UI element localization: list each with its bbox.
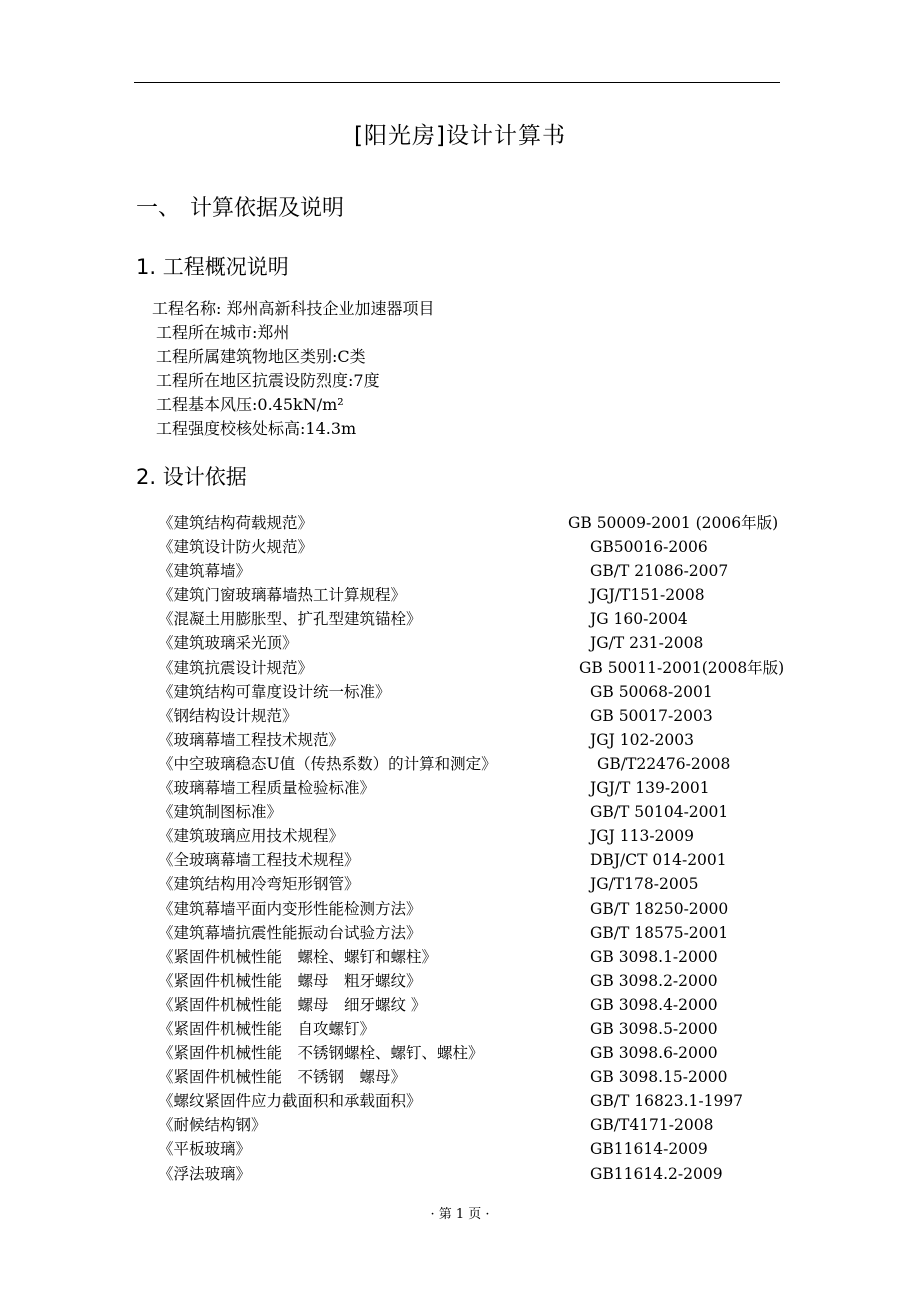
- standard-row: [0, 728, 920, 752]
- standard-row: [0, 752, 920, 776]
- standard-name: 《建筑结构荷载规范》: [158, 514, 314, 532]
- standard-name: 《紧固件机械性能 螺母 细牙螺纹 》: [158, 995, 427, 1014]
- standard-row: [0, 656, 920, 680]
- standard-name: 《耐候结构钢》: [158, 1116, 267, 1135]
- standard-code: GB/T 16823.1-1997: [590, 1092, 744, 1111]
- overview-line-seismic: 工程所在地区抗震设防烈度:7度: [156, 371, 380, 390]
- standard-row: [0, 921, 920, 945]
- standard-name: 《建筑制图标准》: [158, 803, 283, 822]
- standard-name: 《平板玻璃》: [158, 1140, 252, 1159]
- standard-code: GB 3098.2-2000: [590, 971, 718, 990]
- design-standards-list: [0, 511, 920, 1186]
- standard-name: 《建筑玻璃应用技术规程》: [158, 827, 345, 846]
- standard-row: [0, 945, 920, 969]
- standard-name: 《混凝土用膨胀型、扩孔型建筑锚栓》: [158, 610, 422, 629]
- standard-row: [0, 848, 920, 872]
- overview-line-area-class: 工程所属建筑物地区类别:C类: [156, 347, 366, 366]
- standard-code: GB/T4171-2008: [590, 1116, 714, 1135]
- standard-code: GB/T 18250-2000: [590, 899, 729, 918]
- standard-name: 《建筑门窗玻璃幕墙热工计算规程》: [158, 586, 407, 605]
- standard-name: 《中空玻璃稳态U值（传热系数）的计算和测定》: [158, 754, 497, 773]
- standard-name: 《全玻璃幕墙工程技术规程》: [158, 851, 360, 870]
- standard-code: JG 160-2004: [590, 610, 688, 629]
- standard-name: 《玻璃幕墙工程质量检验标准》: [158, 779, 376, 798]
- standard-name: 《建筑结构可靠度设计统一标准》: [158, 682, 391, 701]
- standard-row: [0, 872, 920, 896]
- standard-name: 《建筑玻璃采光顶》: [158, 634, 298, 653]
- standard-row: [0, 993, 920, 1017]
- standard-name: 《紧固件机械性能 不锈钢 螺母》: [158, 1068, 407, 1087]
- standard-row: [0, 1065, 920, 1089]
- standard-code: GB/T22476-2008: [597, 754, 731, 773]
- standard-name: 《螺纹紧固件应力截面积和承载面积》: [158, 1092, 422, 1111]
- overview-line-wind-pressure: 工程基本风压:0.45kN/m²: [156, 395, 344, 414]
- standard-name: 《玻璃幕墙工程技术规范》: [158, 730, 345, 749]
- design-basis-heading: 2. 设计依据: [136, 465, 247, 489]
- standard-name: 《建筑幕墙平面内变形性能检测方法》: [158, 899, 422, 918]
- standard-row: [0, 583, 920, 607]
- standard-code: JG/T 231-2008: [590, 634, 704, 653]
- overview-line-project-name: 工程名称: 郑州高新科技企业加速器项目: [152, 299, 435, 318]
- standard-row: [0, 511, 920, 535]
- standard-row: [0, 607, 920, 631]
- standard-code: GB/T 50104-2001: [590, 803, 729, 822]
- standard-row: [0, 1041, 920, 1065]
- standard-code: GB/T 21086-2007: [590, 562, 729, 581]
- standard-row: [0, 704, 920, 728]
- standard-row: [0, 1137, 920, 1161]
- header-rule: [134, 82, 780, 83]
- standard-name: 《紧固件机械性能 螺母 粗牙螺纹》: [158, 971, 422, 990]
- standard-code: GB 50068-2001: [590, 682, 713, 701]
- standard-code: GB 3098.6-2000: [590, 1044, 718, 1063]
- standard-name: 《紧固件机械性能 自攻螺钉》: [158, 1019, 376, 1038]
- standard-name: 《紧固件机械性能 螺栓、螺钉和螺柱》: [158, 947, 438, 966]
- standard-code: JGJ/T 139-2001: [590, 779, 710, 798]
- standard-name: 《钢结构设计规范》: [158, 706, 298, 725]
- standard-name: 《浮法玻璃》: [158, 1164, 252, 1183]
- standard-row: [0, 559, 920, 583]
- standard-row: [0, 680, 920, 704]
- standard-code: GB11614.2-2009: [590, 1164, 723, 1183]
- section-number: 一、: [136, 196, 181, 221]
- standard-name: 《建筑幕墙抗震性能振动台试验方法》: [158, 923, 422, 942]
- standard-row: [0, 824, 920, 848]
- standard-row: [0, 897, 920, 921]
- standard-code: GB 50009-2001 (2006年版): [568, 514, 779, 532]
- standard-code: JGJ/T151-2008: [590, 586, 705, 605]
- document-title: [阳光房]设计计算书: [354, 123, 566, 149]
- standard-code: GB 50011-2001(2008年版): [579, 658, 785, 677]
- standard-code: GB11614-2009: [590, 1140, 708, 1159]
- standard-row: [0, 1113, 920, 1137]
- standard-code: JGJ 113-2009: [590, 827, 695, 846]
- page-number-footer: · 第 1 页 ·: [430, 1207, 490, 1222]
- overview-heading: 1. 工程概况说明: [136, 255, 289, 279]
- standard-name: 《建筑抗震设计规范》: [158, 658, 314, 677]
- overview-line-elevation: 工程强度校核处标高:14.3m: [156, 419, 357, 438]
- standard-code: GB 3098.5-2000: [590, 1019, 718, 1038]
- standard-code: GB 50017-2003: [590, 706, 713, 725]
- standard-name: 《建筑幕墙》: [158, 562, 252, 581]
- standard-row: [0, 1017, 920, 1041]
- standard-row: [0, 776, 920, 800]
- section-title: 计算依据及说明: [190, 196, 345, 221]
- standard-code: GB 3098.1-2000: [590, 947, 718, 966]
- standard-name: 《紧固件机械性能 不锈钢螺栓、螺钉、螺柱》: [158, 1044, 484, 1063]
- standard-row: [0, 1162, 920, 1186]
- section-heading: [136, 194, 344, 224]
- standard-row: [0, 631, 920, 655]
- overview-line-city: 工程所在城市:郑州: [156, 323, 290, 342]
- standard-name: 《建筑设计防火规范》: [158, 538, 314, 557]
- standard-row: [0, 1089, 920, 1113]
- standard-code: JG/T178-2005: [590, 875, 699, 894]
- standard-code: GB 3098.4-2000: [590, 995, 718, 1014]
- standard-code: GB50016-2006: [590, 538, 708, 557]
- standard-code: GB 3098.15-2000: [590, 1068, 728, 1087]
- standard-row: [0, 800, 920, 824]
- standard-code: JGJ 102-2003: [590, 730, 695, 749]
- standard-row: [0, 535, 920, 559]
- standard-name: 《建筑结构用冷弯矩形钢管》: [158, 875, 360, 894]
- standard-code: DBJ/CT 014-2001: [590, 851, 727, 870]
- standard-row: [0, 969, 920, 993]
- standard-code: GB/T 18575-2001: [590, 923, 729, 942]
